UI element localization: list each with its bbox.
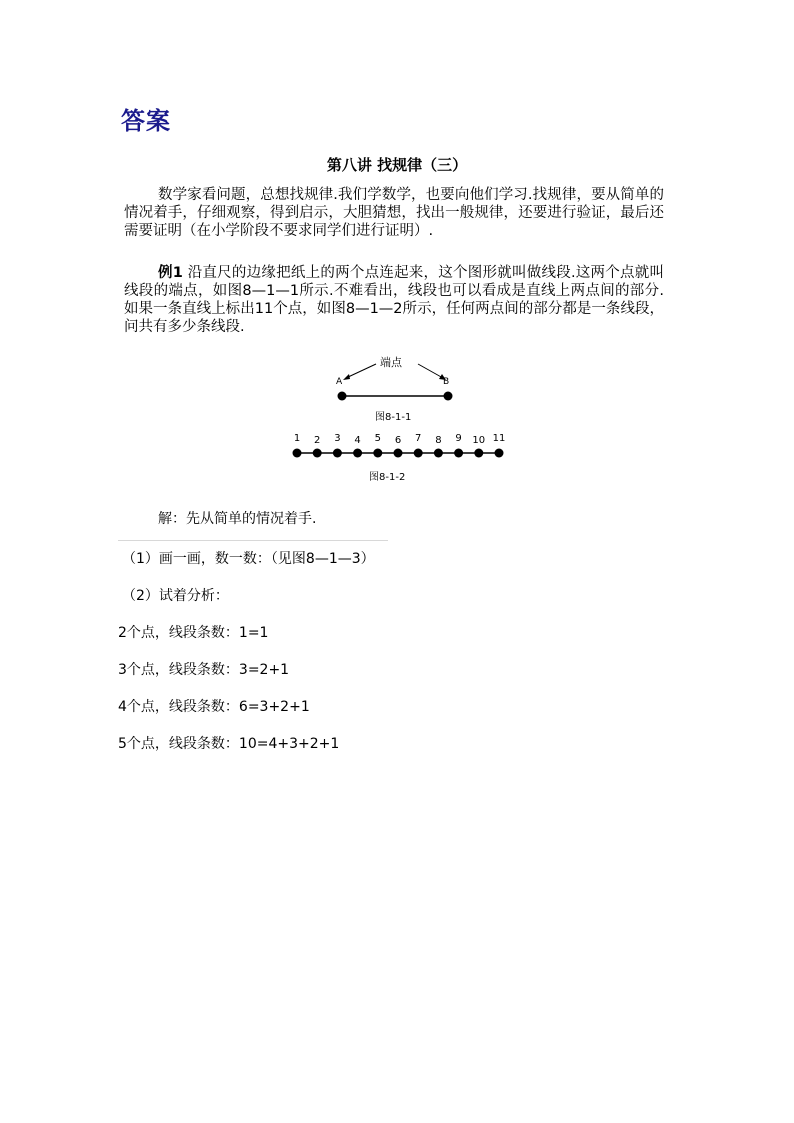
point-dot-9 <box>454 449 463 458</box>
point-label-8: 8 <box>435 435 442 446</box>
endpoint-label: 端点 <box>380 356 402 369</box>
step-draw-count: （1）画一画，数一数：（见图8—1—3） <box>122 551 375 567</box>
point-a-label: A <box>336 377 343 387</box>
point-dot-2 <box>313 449 322 458</box>
example-paragraph <box>124 264 664 336</box>
point-label-1: 1 <box>293 433 301 444</box>
point-dot-7 <box>414 449 423 458</box>
point-label-6: 6 <box>394 435 402 446</box>
count-2-points: 2个点，线段条数：1=1 <box>118 625 269 641</box>
point-label-9: 9 <box>455 433 462 444</box>
count-4-points: 4个点，线段条数：6=3+2+1 <box>118 699 310 715</box>
point-a-dot <box>338 392 347 401</box>
point-label-10: 10 <box>472 435 486 446</box>
example-text: 沿直尺的边缘把纸上的两个点连起来，这个图形就叫做线段.这两个点就叫线段的端点，如图8—1—1所示.不难看出，线段也可以看成是直线上两点间的部分.如果一条直线上标出11个点，如图8—1—2所示，任何两点间的部分都是一条线段，问共有多少条线段. <box>124 265 665 335</box>
figure-8-1-2-caption: 图8-1-2 <box>369 472 406 483</box>
segment-figures <box>280 348 520 490</box>
solution-intro: 解：先从简单的情况着手. <box>158 511 317 527</box>
point-label-7: 7 <box>415 433 422 444</box>
point-label-5: 5 <box>374 433 381 444</box>
arrow-right-line <box>418 364 443 378</box>
point-dot-6 <box>394 449 403 458</box>
arrow-left-line <box>346 364 376 378</box>
intro-paragraph: 数学家看问题，总想找规律.我们学数学，也要向他们学习.找规律，要从简单的情况着手，仔细观察，得到启示，大胆猜想，找出一般规律，还要进行验证，最后还需要证明（在小学阶段不要求同学们进行证明）. <box>124 187 664 239</box>
figure-8-1-2 <box>293 433 506 483</box>
figure-8-1-1-caption: 图8-1-1 <box>375 412 412 423</box>
example-label: 例1 <box>158 265 183 281</box>
point-dot-1 <box>293 449 302 458</box>
divider <box>118 540 388 541</box>
point-dot-10 <box>474 449 483 458</box>
point-dot-11 <box>495 449 504 458</box>
point-b-dot <box>444 392 453 401</box>
point-label-3: 3 <box>334 433 341 444</box>
point-label-11: 11 <box>492 433 506 444</box>
count-5-points: 5个点，线段条数：10=4+3+2+1 <box>118 736 340 752</box>
point-label-4: 4 <box>354 435 361 446</box>
point-dot-8 <box>434 449 443 458</box>
answer-heading: 答案 <box>121 107 171 135</box>
lecture-title: 第八讲 找规律（三） <box>326 156 468 174</box>
arrow-left-head <box>343 374 350 380</box>
step-analyze: （2）试着分析： <box>122 588 229 604</box>
point-dot-5 <box>373 449 382 458</box>
point-label-2: 2 <box>314 435 321 446</box>
figure-8-1-1 <box>336 355 453 423</box>
point-dot-3 <box>333 449 342 458</box>
point-b-label: B <box>443 377 450 387</box>
point-dot-4 <box>353 449 362 458</box>
count-3-points: 3个点，线段条数：3=2+1 <box>118 662 290 678</box>
